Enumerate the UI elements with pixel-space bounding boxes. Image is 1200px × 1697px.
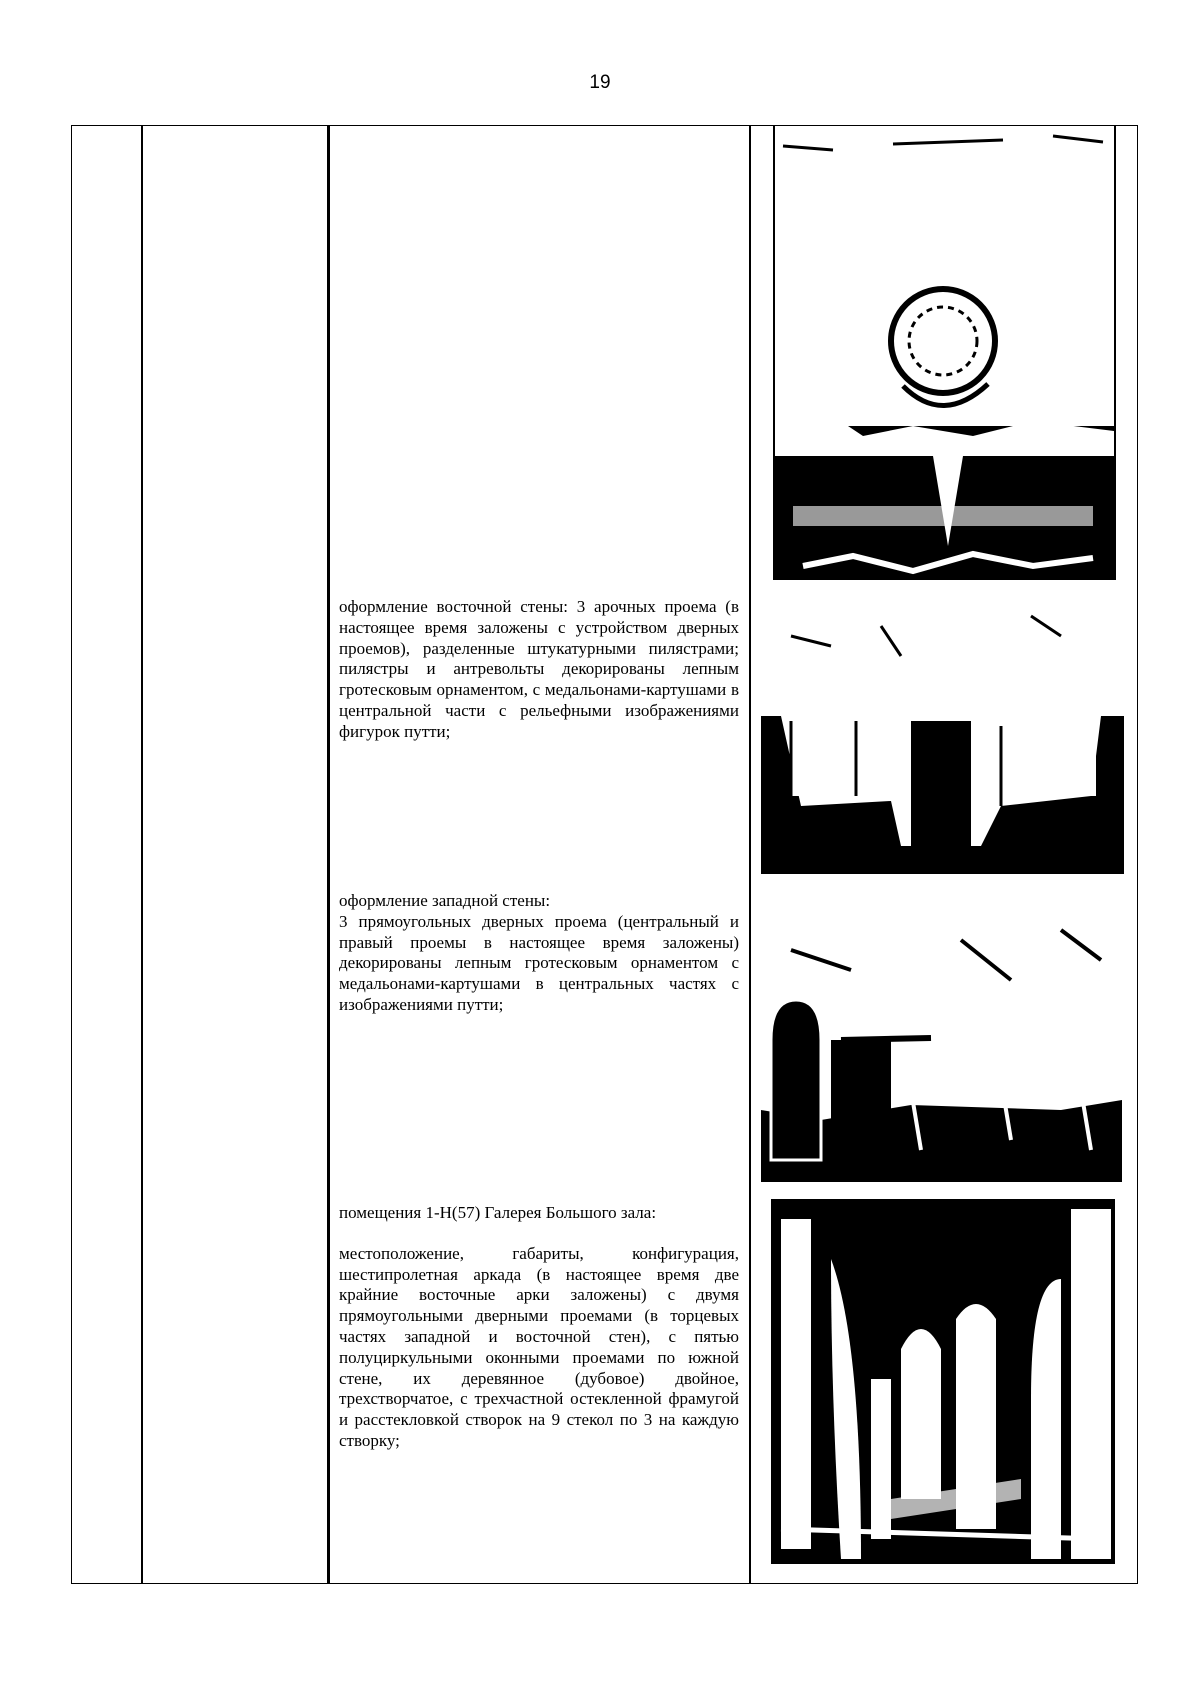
section-gallery-heading: помещения 1-Н(57) Галерея Большого зала:: [339, 1203, 657, 1222]
column-divider-1: [141, 125, 143, 1584]
section-gallery-text: [339, 1203, 739, 1452]
photo-ceiling-medallion: [773, 126, 1116, 580]
section-west-wall-heading: оформление западной стены:: [339, 891, 551, 910]
photo-east-wall: [761, 596, 1124, 874]
photo-gallery-arcade: [771, 1199, 1115, 1564]
column-divider-2: [327, 125, 330, 1584]
section-west-wall-body: 3 прямоугольных дверных проема (центральный и правый проемы в настоящее время заложены) декорированы лепным гротесковым орнаментом с медальонами-картушами в центральных частях с изображениями путти;: [339, 911, 739, 1014]
section-gallery-body: местоположение, габариты, конфигурация, шестипролетная аркада (в настоящее время две крайние восточные арки заложены) с двумя прямоугольными дверными проемами (в торцевых частях западной и восточной стен), с пятью полуциркульными оконными проемами по южной стене, их деревянное (дубовое) двойное, трехстворчатое, с трехчастной остекленной фрамугой и расстекловкой створок на 9 стекол по 3 на каждую створку;: [339, 1243, 739, 1450]
section-west-wall-text: [339, 891, 739, 1016]
page-number: 19: [589, 72, 611, 93]
photo-west-wall: [761, 890, 1122, 1182]
section-east-wall-text: оформление восточной стены: 3 арочных проема (в настоящее время заложены с устройством дверных проемов), разделенные штукатурными пилястрами; пилястры и антревольты декорированы лепным гротесковым орнаментом, с медальонами-картушами в центральной части с рельефными изображениями фигурок путти;: [339, 597, 739, 741]
column-divider-3: [749, 125, 751, 1584]
